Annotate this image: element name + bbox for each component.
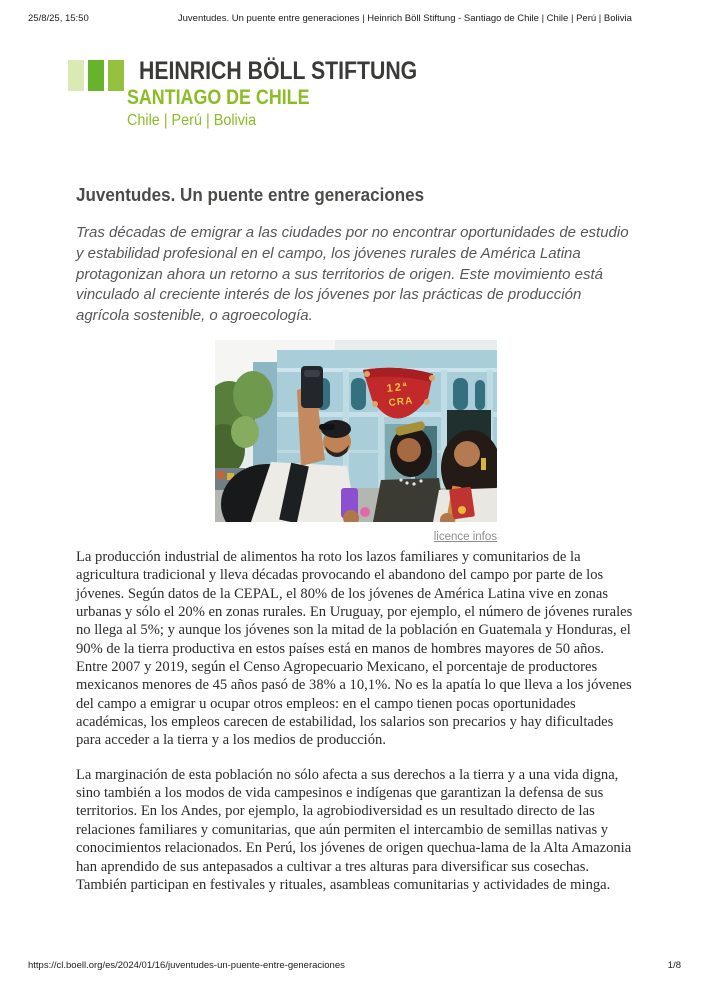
print-footer bbox=[28, 960, 681, 971]
print-footer-page-indicator: 1/8 bbox=[667, 960, 681, 971]
print-header-title: Juventudes. Un puente entre generaciones | Heinrich Böll Stiftung - Santiago de Chile | Chile | Perú | Bolivia bbox=[177, 13, 632, 24]
logo-org-name: HEINRICH BÖLL STIFTUNG bbox=[139, 57, 418, 85]
article-title: Juventudes. Un puente entre generaciones bbox=[76, 184, 425, 206]
logo-countries: Chile | Perú | Bolivia bbox=[127, 112, 257, 130]
photo-banner-text-line1: 12ª bbox=[386, 380, 410, 395]
photo-banner-text-line2: CRA bbox=[388, 395, 414, 409]
logo-text bbox=[127, 57, 466, 130]
print-header-date: 25/8/25, 15:50 bbox=[28, 13, 89, 24]
heinrich-boell-logo bbox=[68, 58, 466, 130]
logo-square-green-icon bbox=[88, 60, 104, 91]
print-header bbox=[28, 13, 681, 24]
logo-square-mid-icon bbox=[108, 60, 124, 91]
licence-infos-link[interactable]: licence infos bbox=[433, 531, 497, 543]
article-figure bbox=[215, 340, 497, 545]
logo-square-light-icon bbox=[68, 60, 84, 91]
logo-squares-icon bbox=[68, 60, 124, 91]
logo-office-name: SANTIAGO DE CHILE bbox=[127, 86, 310, 110]
licence-row bbox=[215, 527, 497, 545]
article-lead: Tras décadas de emigrar a las ciudades por no encontrar oportunidades de estudio y estabilidad profesional en el campo, los jóvenes rurales de América Latina protagonizan ahora un retorno a sus territorios de origen. Este movimiento está vinculado al creciente interés de los jóvenes por las prácticas de producción agrícola sostenible, o agroecología. bbox=[76, 224, 629, 325]
article-paragraph: La producción industrial de alimentos ha roto los lazos familiares y comunitarios de la agricultura tradicional y lleva décadas provocando el abandono del campo por parte de los jóvenes. Según datos de la CEPAL, el 80% de los jóvenes de América Latina vive en zonas urbanas y sólo el 20% en zonas rurales. En Uruguay, por ejemplo, el número de jóvenes rurales no llega al 5%; y aunque los jóvenes son la mitad de la población en Guatemala y Honduras, el 90% de la tierra productiva en estos países está en manos de hombres mayores de 50 años. Entre 2007 y 2019, según el Censo Agropecuario Mexicano, el porcentaje de productores mexicanos menores de 45 años pasó de 38% a 10,1%. No es la apatía lo que lleva a los jóvenes del campo a emigrar u ocupar otros empleos: en el campo tienen pocas oportunidades académicas, los empleos carecen de estabilidad, los salarios son precarios y hay dificultades para acceder a la tierra y a los medios de producción. bbox=[76, 549, 633, 749]
article-body bbox=[76, 548, 635, 910]
article-photo bbox=[215, 340, 497, 522]
article-paragraph: La marginación de esta población no sólo afecta a sus derechos a la tierra y a una vida digna, sino también a los modos de vida campesinos e indígenas que garantizan la defensa de sus territorios. En los Andes, por ejemplo, la agrobiodiversidad es un resultado directo de las relaciones familiares y comunitarias, que aún permiten el intercambio de semillas nativas y conocimientos relacionados. En Perú, los jóvenes de origen quechua-lama de la Alta Amazonia han aprendido de sus antepasados a cultivar a tres alturas para diversificar sus cosechas. También participan en festivales y rituales, asambleas comunitarias y actividades de minga. bbox=[76, 766, 632, 893]
print-footer-url: https://cl.boell.org/es/2024/01/16/juventudes-un-puente-entre-generaciones bbox=[28, 960, 345, 971]
